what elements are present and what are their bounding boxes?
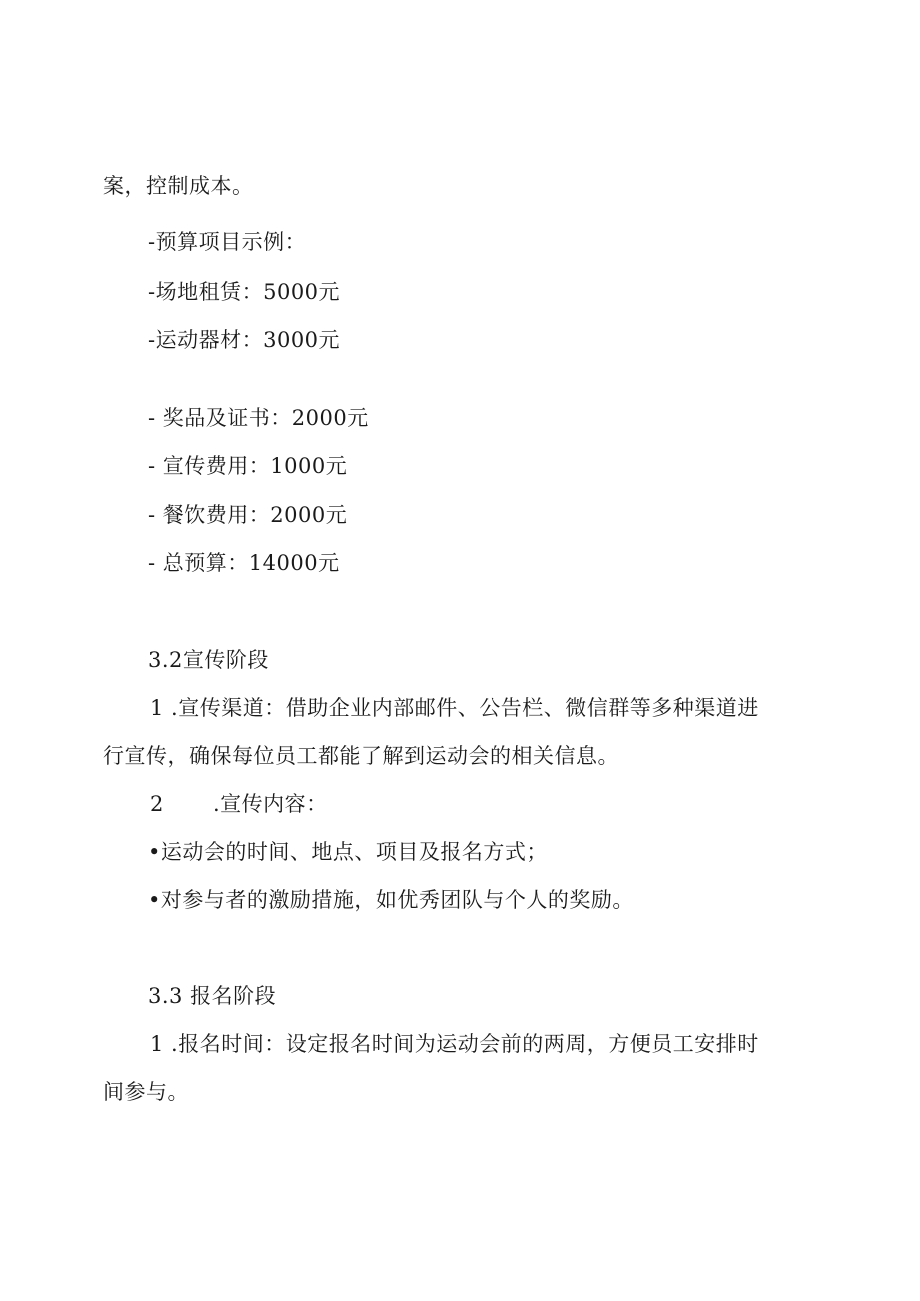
list-number-2: 2 — [150, 792, 164, 816]
text-line-total-budget: - 总预算：14000元 — [148, 551, 340, 575]
text-line-bullet-incentives: •对参与者的激励措施，如优秀团队与个人的奖励。 — [148, 888, 634, 912]
text-line-prizes: - 奖品及证书：2000元 — [148, 406, 369, 430]
section-heading-3-3: 3.3 报名阶段 — [148, 984, 277, 1008]
text-line-registration-time-cont: 间参与。 — [103, 1080, 189, 1104]
section-heading-3-2: 3.2宣传阶段 — [148, 648, 269, 672]
text-line-promo-channels-cont: 行宣传，确保每位员工都能了解到运动会的相关信息。 — [103, 744, 619, 768]
text-line-catering-cost: - 餐饮费用：2000元 — [148, 503, 348, 527]
text-line-sports-equipment: -运动器材：3000元 — [148, 328, 341, 352]
text-line-budget-heading: -预算项目示例： — [148, 230, 307, 254]
text-line-venue-rental: -场地租赁：5000元 — [148, 280, 341, 304]
text-line-promotion-cost: - 宣传费用：1000元 — [148, 454, 348, 478]
text-line-promo-content: .宣传内容： — [213, 792, 328, 816]
text-line-continuation: 案，控制成本。 — [103, 174, 254, 198]
text-line-registration-time: 1 .报名时间：设定报名时间为运动会前的两周，方便员工安排时 — [150, 1032, 759, 1056]
text-line-bullet-event-info: •运动会的时间、地点、项目及报名方式； — [148, 840, 548, 864]
text-line-promo-channels: 1 .宣传渠道：借助企业内部邮件、公告栏、微信群等多种渠道进 — [150, 696, 759, 720]
